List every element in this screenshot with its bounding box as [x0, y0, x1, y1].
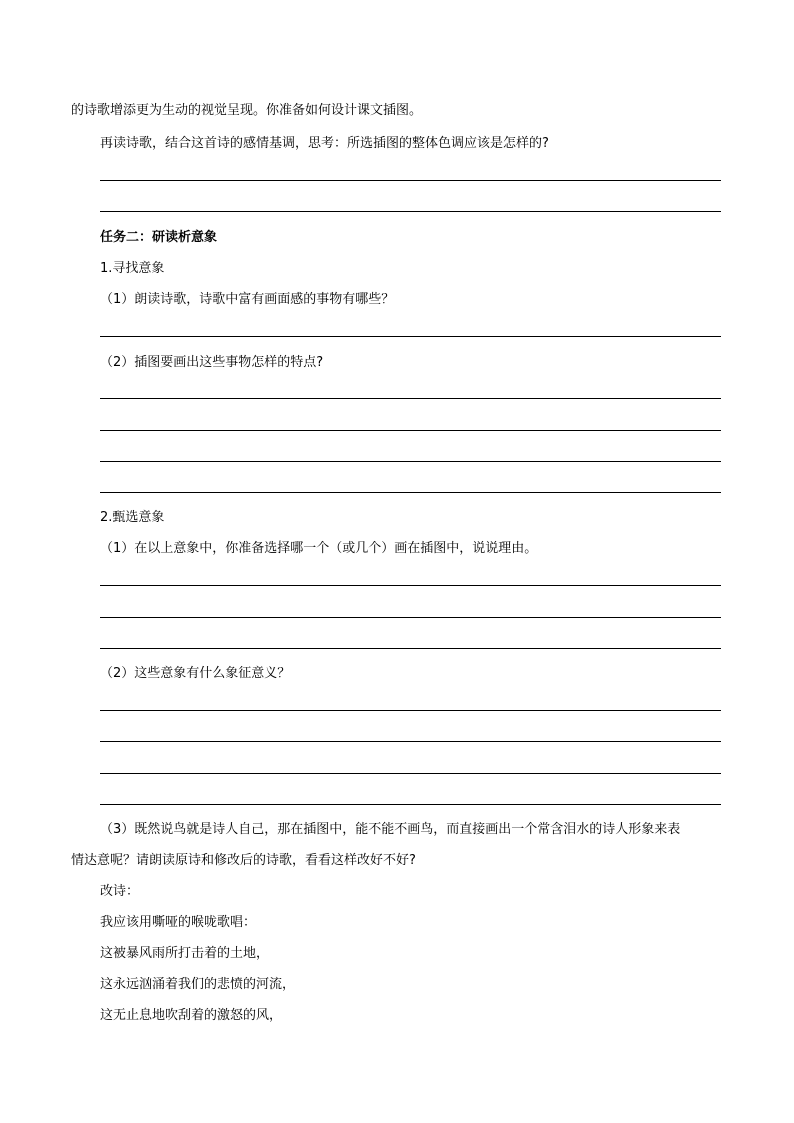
task-heading: 任务二：研读析意象 [100, 230, 218, 245]
intro-text-line: 的诗歌增添更为生动的视觉呈现。你准备如何设计课文插图。 [71, 103, 423, 118]
answer-line[interactable] [100, 741, 721, 742]
question-text: （2）这些意象有什么象征意义？ [100, 666, 291, 681]
answer-line[interactable] [100, 710, 721, 711]
answer-line[interactable] [100, 430, 721, 431]
question-text: （2）插图要画出这些事物怎样的特点? [100, 355, 324, 370]
intro-instruction: 再读诗歌，结合这首诗的感情基调，思考：所选插图的整体色调应该是怎样的? [100, 136, 549, 151]
poem-line: 我应该用嘶哑的喉咙歌唱： [100, 915, 257, 930]
answer-line[interactable] [100, 585, 721, 586]
question-text: （1）在以上意象中，你准备选择哪一个（或几个）画在插图中，说说理由。 [100, 541, 538, 556]
section-heading: 2.甄选意象 [100, 510, 165, 525]
answer-line[interactable] [100, 398, 721, 399]
poem-line: 这被暴风雨所打击着的土地， [100, 946, 270, 961]
poem-line: 这永远汹涌着我们的悲愤的河流， [100, 977, 296, 992]
answer-line[interactable] [100, 804, 721, 805]
answer-line[interactable] [100, 617, 721, 618]
section-heading: 1.寻找意象 [100, 261, 165, 276]
poem-line: 这无止息地吹刮着的激怒的风， [100, 1008, 283, 1023]
answer-line[interactable] [100, 648, 721, 649]
answer-line[interactable] [100, 211, 721, 212]
answer-line[interactable] [100, 336, 721, 337]
question-text: （3）既然说鸟就是诗人自己，那在插图中，能不能不画鸟，而直接画出一个常含泪水的诗人形象来表 [100, 822, 681, 837]
answer-line[interactable] [100, 461, 721, 462]
revised-poem-label: 改诗： [100, 884, 140, 899]
answer-line[interactable] [100, 492, 721, 493]
answer-line[interactable] [100, 773, 721, 774]
answer-line[interactable] [100, 180, 721, 181]
question-text: （1）朗读诗歌，诗歌中富有画面感的事物有哪些？ [100, 292, 395, 307]
question-text: 情达意呢？请朗读原诗和修改后的诗歌，看看这样改好不好? [71, 853, 416, 868]
